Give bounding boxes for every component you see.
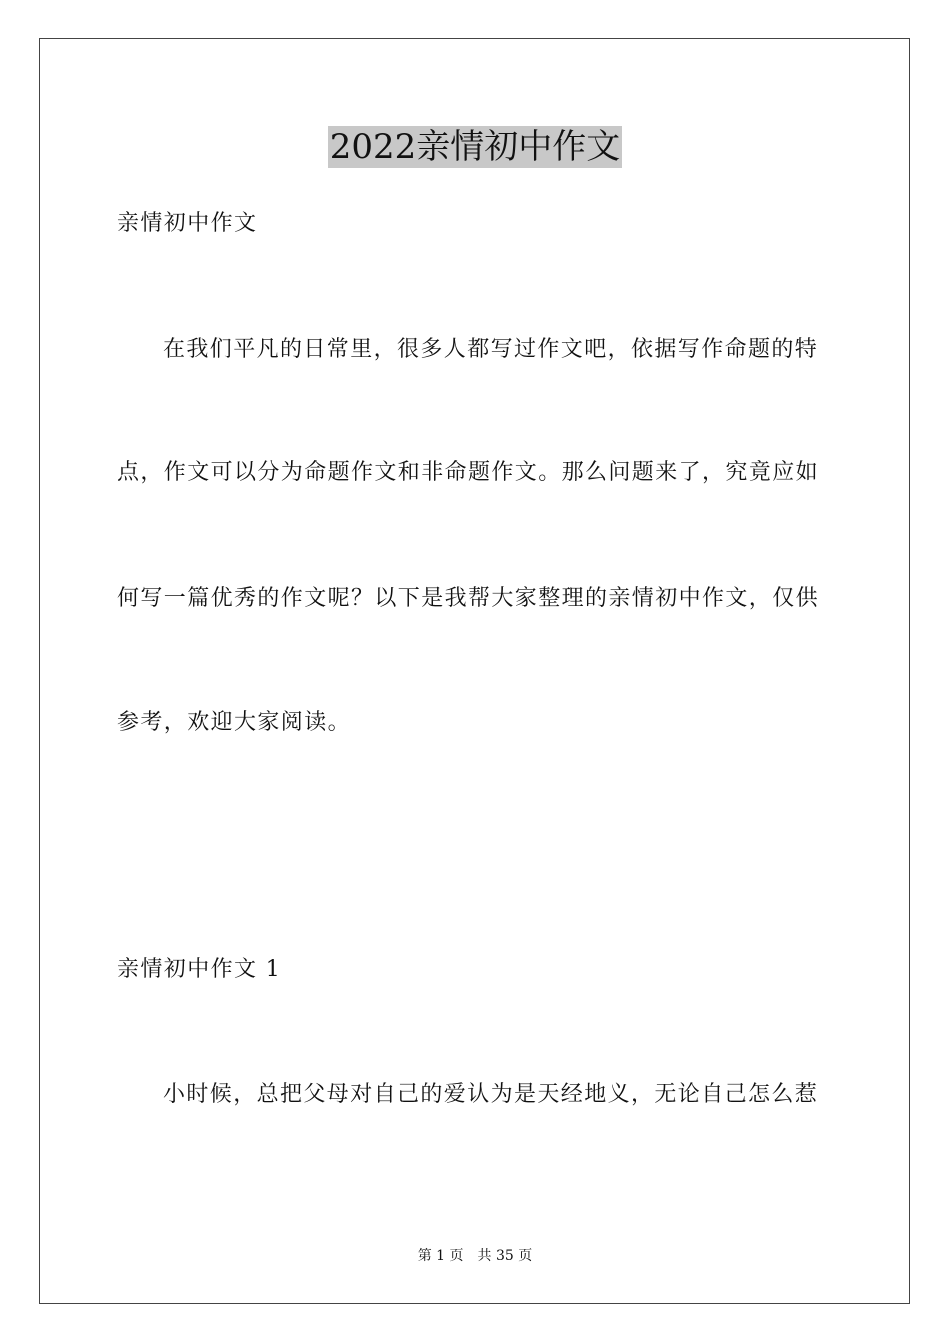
page-footer: 第 1 页 共 35 页 [417, 1248, 533, 1264]
section-heading: 亲情初中作文 1 [117, 957, 282, 982]
title-container [0, 126, 950, 168]
document-title: 2022亲情初中作文 [329, 127, 621, 167]
intro-line-2: 点，作文可以分为命题作文和非命题作文。那么问题来了，究竟应如 [117, 460, 820, 485]
intro-line-1: 在我们平凡的日常里，很多人都写过作文吧，依据写作命题的特 [163, 337, 819, 362]
intro-line-4: 参考，欢迎大家阅读。 [117, 710, 352, 735]
intro-line-3: 何写一篇优秀的作文呢？以下是我帮大家整理的亲情初中作文，仅供 [117, 586, 820, 611]
section-line-1: 小时候，总把父母对自己的爱认为是天经地义，无论自己怎么惹 [163, 1082, 819, 1107]
document-heading: 亲情初中作文 [117, 211, 258, 236]
